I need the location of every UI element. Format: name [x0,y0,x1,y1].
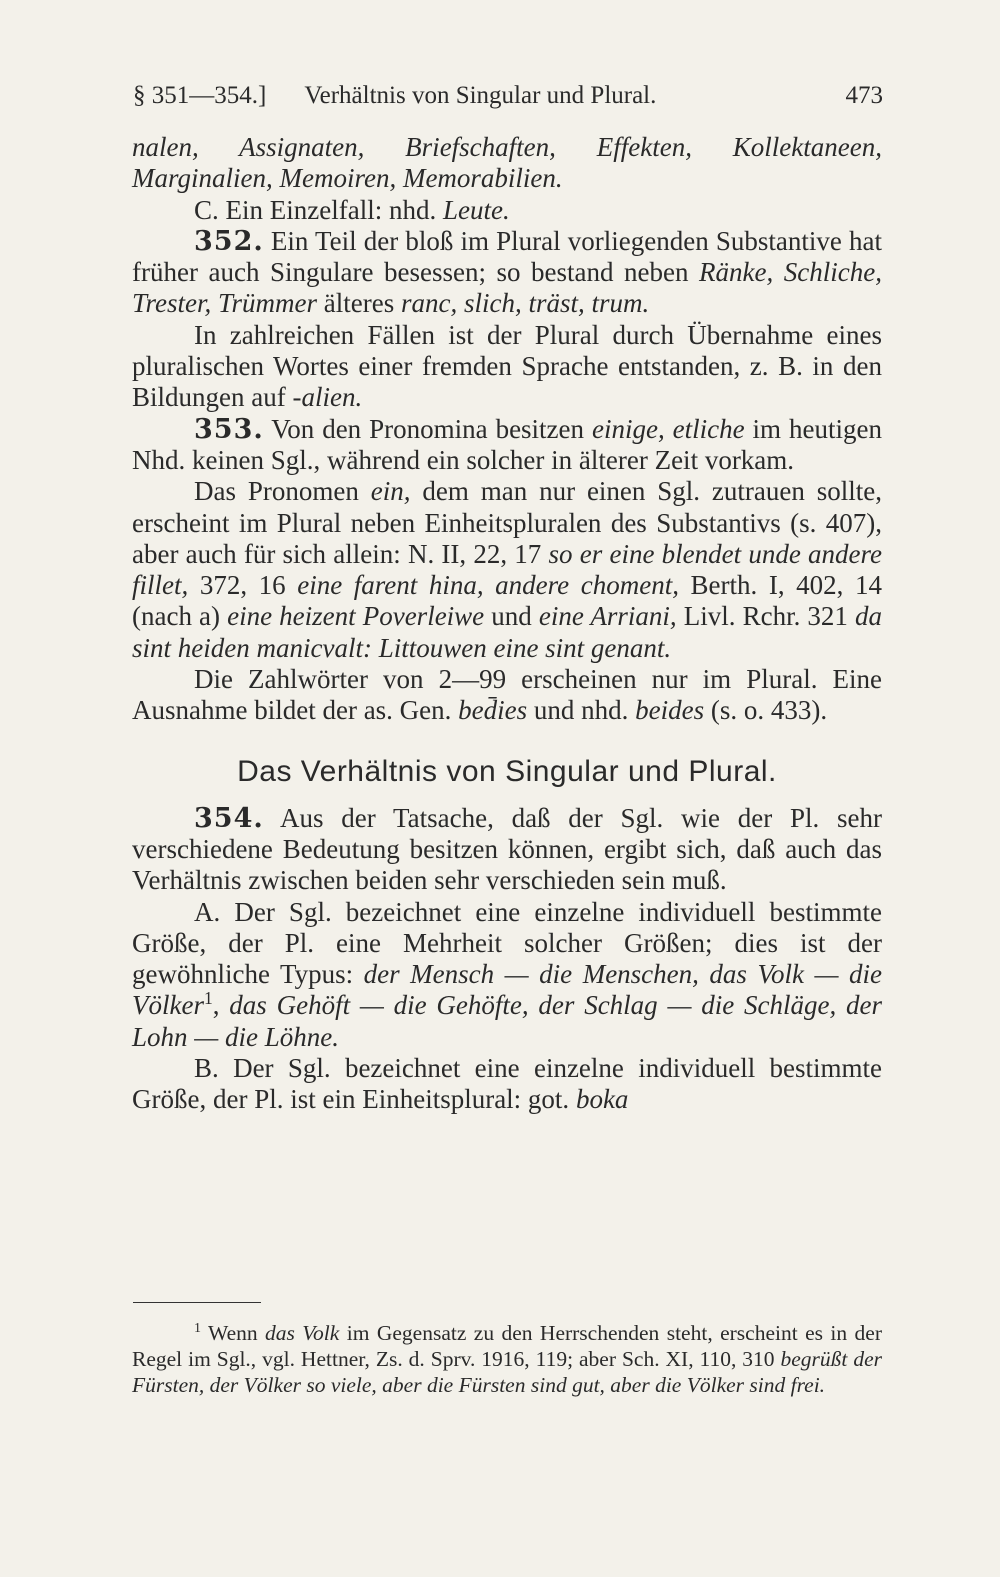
section-number: 352. [194,225,264,257]
paragraph-a: A. Der Sgl. bezeichnet eine einzelne individuell bestimmte Größe, der Pl. eine Mehrheit solcher Größen; dies ist der gewöhnliche Typus: der Mensch — die Menschen, das Volk — die Völker$^1$, das Gehöft — die Gehöfte, der Schlag — die Schläge, der Lohn — die Löhne. [132,896,883,1052]
paragraph-uebernahme: In zahlreichen Fällen ist der Plural durch Übernahme eines pluralischen Wortes einer fremden Sprache entstanden, z. B. in den Bildungen auf -alien. [132,319,882,413]
footnote-ref: 1 [203,988,213,1009]
section-353: 353. Von den Pronomina besitzen einige, etliche im heutigen Nhd. keinen Sgl., während ein solcher in älterer Zeit vorkam. [132,413,882,475]
section-354: 354. Aus der Tatsache, daß der Sgl. wie der Pl. sehr verschiedene Bedeutung besitzen können, ergibt sich, daß auch das Verhältnis zwischen beiden sehr verschieden sein muß. [132,802,882,896]
section-heading: Das Verhältnis von Singular und Plural. [237,754,777,788]
section-number: 353. [194,413,264,445]
section-352: 352. Ein Teil der bloß im Plural vorliegenden Substantive hat früher auch Singulare besessen; so bestand neben Ränke, Schliche, Trester, Trümmer älteres ranc, slich, träst, trum. [132,225,882,319]
footnote-rule [133,1302,261,1303]
section-reference: § 351—354.] [133,82,267,109]
page-number: 473 [845,82,883,109]
paragraph-continuation: nalen, Assignaten, Briefschaften, Effekten, Kollektaneen, Marginalien, Memoiren, Memorabilien. [132,132,882,194]
section-number: 354. [194,802,264,834]
paragraph-b: B. Der Sgl. bezeichnet eine einzelne individuell bestimmte Größe, der Pl. ist ein Einheitsplural: got. boka [132,1053,882,1115]
paragraph-c: C. Ein Einzelfall: nhd. Leute. [194,194,510,225]
footnote-marker: 1 [194,1320,201,1336]
running-header [133,82,883,110]
paragraph-zahlwoerter: Die Zahlwörter von 2—99 erscheinen nur im Plural. Eine Ausnahme bildet der as. Gen. bed̄ies und nhd. beides (s. o. 433). [132,664,882,726]
running-title: Verhältnis von Singular und Plural. [304,82,657,109]
paragraph-pronomen-ein: Das Pronomen ein, dem man nur einen Sgl. zutrauen sollte, erscheint im Plural neben Einheitspluralen des Substantivs (s. 407), aber auch für sich allein: N. II, 22, 17 so er eine blendet unde andere fillet, 372, 16 eine farent hina, andere choment, Berth. I, 402, 14 (nach a) eine heizent Poverleiwe und eine Arriani, Livl. Rchr. 321 da sint heiden manicvalt: Littouwen eine sint genant. [132,476,882,663]
page-body [132,132,882,1116]
footnote: $^1$ Wenn das Volk im Gegensatz zu den Herrschenden steht, erscheint es in der Regel im Sgl., vgl. Hettner, Zs. d. Sprv. 1916, 119; aber Sch. XI, 110, 310 begrüßt der Fürsten, der Völker so viele, aber die Fürsten sind gut, aber die Völker sind frei. [132,1320,883,1397]
